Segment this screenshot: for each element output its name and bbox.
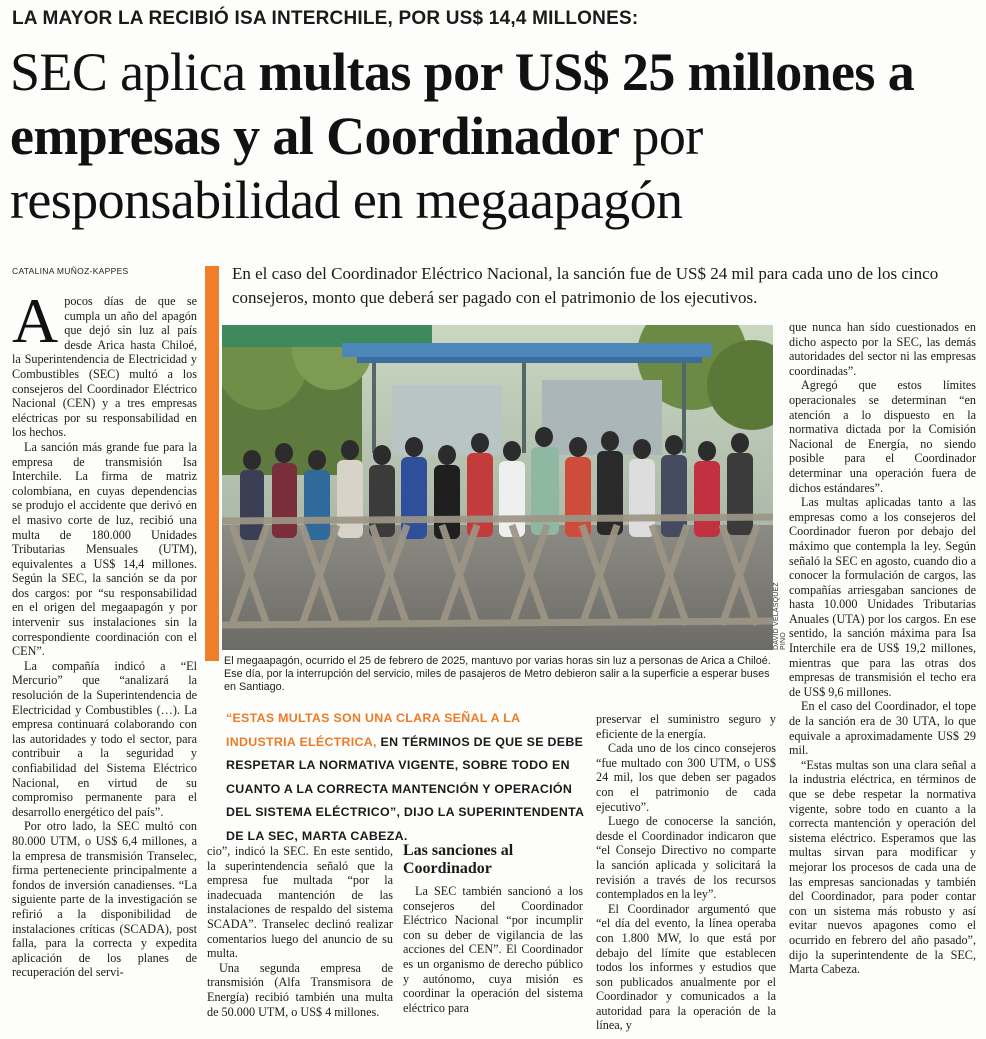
paragraph: Las multas aplicadas tanto a las empresas como a los consejeros del Coordinador fueron por debajo del máximo que contempla la ley. Según señaló la SEC en agosto, cuando dio a conocer la formulación de cargos, las compañías arriesgaban sanciones de hasta 10.000 Unidades Tributarias Anuales (UTA) por los cargos. En ese sentido, la sanción máxima para Isa Interchile era de US$ 19,2 millones, mientras que para las otras dos empresas de transmisión el techo era de US$ 9,6 millones. bbox=[789, 495, 976, 699]
headline bbox=[10, 40, 978, 232]
paragraph: cio”, indicó la SEC. En este sentido, la superintendencia señaló que la empresa fue multada “por la inadecuada mantención de las instalaciones de respaldo del sistema SCADA”. Transelec declinó realizar comentarios luego del anuncio de su multa. bbox=[207, 844, 393, 961]
paragraph: Cada uno de los cinco consejeros “fue multado con 300 UTM, o US$ 24 mil, los que deben ser pagados con el patrimonio de cada ejecutivo”. bbox=[596, 741, 776, 814]
column-3 bbox=[403, 884, 583, 1015]
pull-quote-text: EN TÉRMINOS DE QUE SE DEBE RESPETAR LA NORMATIVA VIGENTE, SOBRE TODO EN CUANTO A LA CORRECTA MANTENCIÓN Y OPERACIÓN DEL SISTEMA ELÉCTRICO”, DIJO LA SUPERINTENDENTA DE LA SEC, MARTA CABEZA. bbox=[226, 734, 584, 843]
paragraph: La compañía indicó a “El Mercurio” que “analizará la resolución de la Superintendencia de Electricidad y Combustibles (…). La empresa continuará colaborando con las autoridades y todo el sector, para contribuir a la seguridad y confiabilidad del Sistema Eléctrico Nacional, en virtud de su compromiso permanente para el desarrollo energético del país”. bbox=[12, 658, 197, 819]
paragraph: que nunca han sido cuestionados en dicho aspecto por la SEC, las demás autoridades del sector ni las empresas coordinadas”. bbox=[789, 320, 976, 378]
kicker: LA MAYOR LA RECIBIÓ ISA INTERCHILE, POR US$ 14,4 MILLONES: bbox=[12, 8, 639, 29]
photo-credit: DAVID VELÁSQUEZ PINO bbox=[773, 582, 787, 650]
drop-cap: A bbox=[12, 285, 59, 356]
deck-accent-bar bbox=[205, 266, 219, 661]
paragraph: preservar el suministro seguro y eficiente de la energía. bbox=[596, 712, 776, 741]
photo-caption: El megaapagón, ocurrido el 25 de febrero de 2025, mantuvo por varias horas sin luz a personas de Arica a Chiloé. Ese día, por la interrupción del servicio, miles de pasajeros de Metro debieron salir a la superficie a esperar buses en Santiago. bbox=[224, 655, 771, 694]
paragraph: La sanción más grande fue para la empresa de transmisión Isa Interchile. La firma de matriz colombiana, en cuyas dependencias se produjo el accidente que derivó en el masivo corte de luz, recibió una multa de 180.000 Unidades Tributarias Mensuales (UTM), equivalentes a US$ 14,4 millones. Según la SEC, la sanción se da por dos cargos: por “su responsabilidad en el origen del megaapagón y por intervenir sus instalaciones sin la correspondiente coordinación con el CEN”. bbox=[12, 439, 197, 659]
column-1 bbox=[12, 285, 197, 980]
crowd-photo-illustration bbox=[222, 325, 773, 650]
column-5 bbox=[789, 320, 976, 977]
column-4 bbox=[596, 712, 776, 1033]
headline-part-3: por responsabilidad en megaapagón bbox=[10, 106, 703, 230]
paragraph: Por otro lado, la SEC multó con 80.000 UTM, o US$ 6,4 millones, a la empresa de transmisión Transelec, firma perteneciente principalmente a fondos de inversión canadienses. “La siguiente parte de la investigación se refirió a la disponibilidad de instalaciones críticas (SCADA), post falla, para la correcta y expedita aplicación de los planes de recuperación del servi- bbox=[12, 819, 197, 980]
paragraph: Agregó que estos límites operacionales se determinan “en atención a lo dispuesto en la normativa dictada por la Comisión Nacional de Energía, no siendo posible para el Coordinador determinar una operación fuera de dichos estándares”. bbox=[789, 378, 976, 495]
subhead: Las sanciones al Coordinador bbox=[403, 842, 514, 877]
paragraph: En el caso del Coordinador, el tope de la sanción era de 30 UTA, lo que equivale a aproximadamente US$ 29 mil. bbox=[789, 699, 976, 758]
byline: CATALINA MUÑOZ-KAPPES bbox=[12, 266, 129, 276]
headline-part-2: multas por US$ 25 millones a empresas y al Coordinador bbox=[10, 42, 915, 166]
paragraph: Una segunda empresa de transmisión (Alfa Transmisora de Energía) recibió también una multa de 50.000 UTM, o US$ 4 millones. bbox=[207, 960, 393, 1019]
headline-part-1: SEC aplica bbox=[10, 42, 259, 102]
pull-quote bbox=[226, 707, 586, 849]
paragraph: “Estas multas son una clara señal a la industria eléctrica, en términos de que se debe respetar la normativa vigente, sobre todo en cuanto a la correcta mantención y operación del sistema eléctrico. Esperamos que las multas sirvan para modificar y mejorar los procesos de cada una de las empresas sancionadas y también del Coordinador, para poder contar con un sistema más robusto y así evitar nuevos apagones como el ocurrido en febrero del año pasado”, dijo la superintendente de la SEC, Marta Cabeza. bbox=[789, 757, 976, 977]
paragraph: pocos días de que se cumpla un año del apagón que dejó sin luz al país desde Arica hasta Chiloé, la Superintendencia de Electricidad y Combustibles (SEC) multó a los consejeros del Coordinador Eléctrico Nacional (CEN) y a tres empresas eléctricas por su responsabilidad en los hechos. bbox=[12, 294, 197, 440]
deck: En el caso del Coordinador Eléctrico Nacional, la sanción fue de US$ 24 mil para cada uno de los cinco consejeros, monto que deberá ser pagado con el patrimonio de los ejecutivos. bbox=[232, 264, 939, 307]
paragraph: El Coordinador argumentó que “el día del evento, la línea operaba con 1.800 MW, lo que está por debajo del límite que establecen todos los informes y estudios que son publicados anualmente por el Coordinador y comunicados a la autoridad para la operación de la línea, y bbox=[596, 901, 776, 1033]
pull-quote-highlight: “ESTAS MULTAS SON UNA CLARA SEÑAL A LA INDUSTRIA ELÉCTRICA, bbox=[226, 711, 520, 749]
news-photo bbox=[222, 325, 773, 650]
column-2 bbox=[207, 844, 393, 1019]
paragraph: La SEC también sancionó a los consejeros del Coordinador Eléctrico Nacional “por incumplir con su deber de vigilancia de las acciones del CEN”. El Coordinador es un organismo de derecho público y autónomo, cuya misión es coordinar la operación del sistema eléctrico para bbox=[403, 884, 583, 1015]
paragraph: Luego de conocerse la sanción, desde el Coordinador indicaron que “el Consejo Directivo no comparte la sanción aplicada y solicitará la revisión a través de los recursos contemplados en la ley”. bbox=[596, 814, 776, 902]
